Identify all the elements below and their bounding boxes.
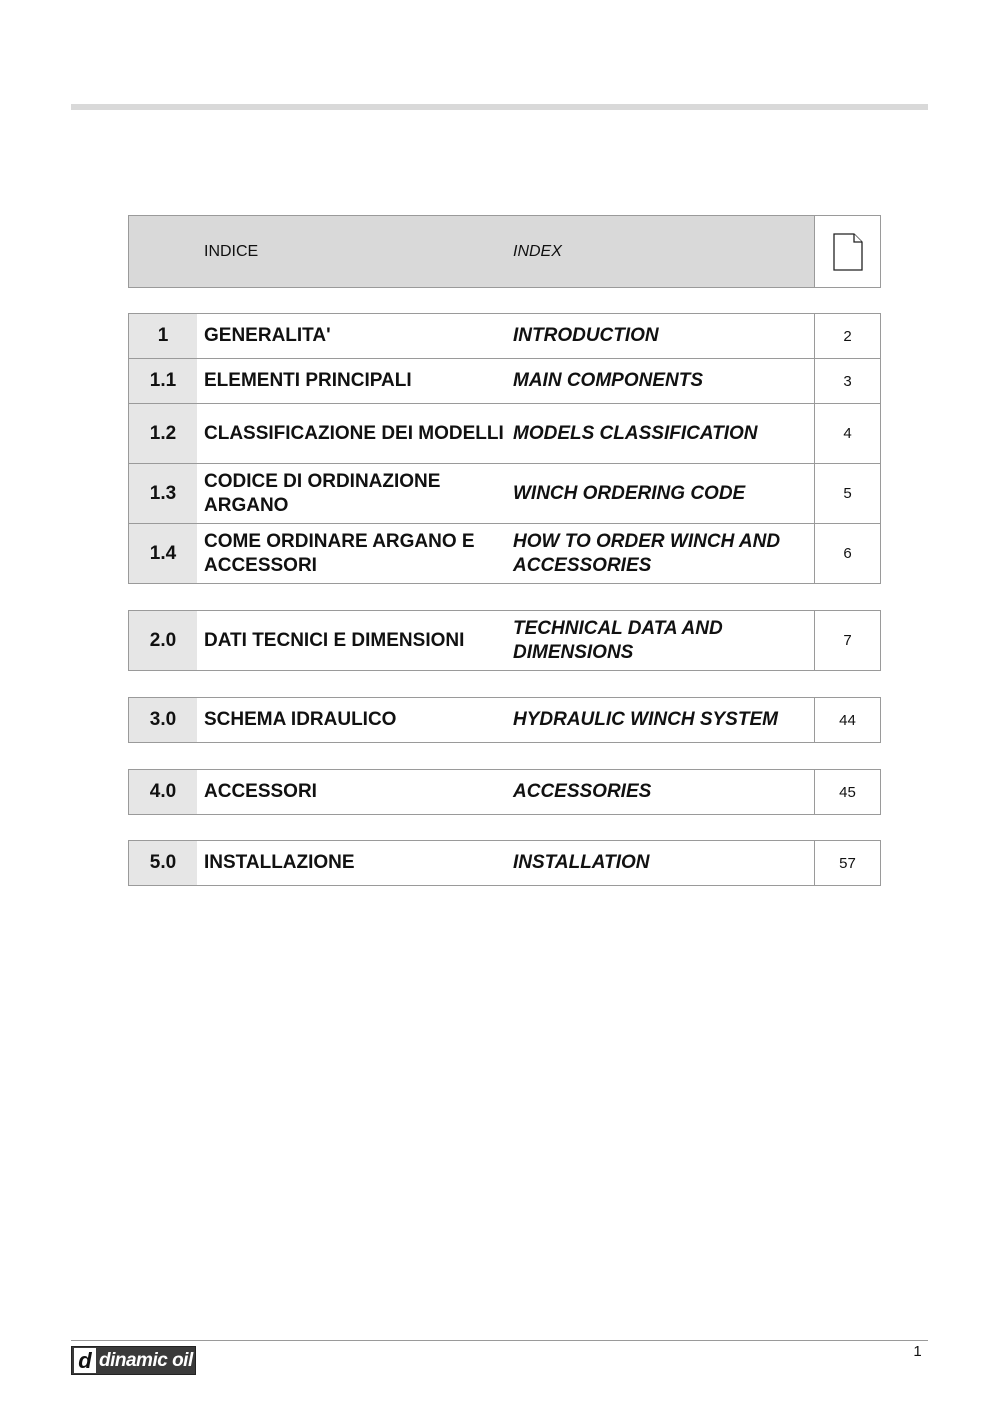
italian-title: DATI TECNICI E DIMENSIONI: [204, 629, 465, 651]
dinamic-oil-logo: [71, 1346, 196, 1375]
page-reference: 44: [814, 698, 880, 742]
toc-row[interactable]: [129, 524, 880, 584]
section-number: 1.1: [129, 359, 197, 403]
italian-title: GENERALITA': [204, 325, 331, 346]
section-number: 3.0: [129, 698, 197, 742]
section-number: 1.3: [129, 464, 197, 523]
index-header: [128, 215, 881, 288]
section-number: 1: [129, 314, 197, 358]
section-number: 4.0: [129, 770, 197, 814]
english-title: HYDRAULIC WINCH SYSTEM: [513, 709, 778, 730]
italian-title: CLASSIFICAZIONE DEI MODELLI: [204, 422, 504, 444]
english-title: MODELS CLASSIFICATION: [513, 422, 758, 444]
toc-group-2: [128, 610, 881, 671]
english-title: TECHNICAL DATA AND DIMENSIONS: [513, 617, 723, 663]
section-number: 2.0: [129, 611, 197, 670]
page-reference: 6: [814, 524, 880, 583]
italian-title: SCHEMA IDRAULICO: [204, 709, 397, 730]
toc-group-4: [128, 769, 881, 815]
english-title: INTRODUCTION: [513, 325, 659, 346]
header-icon-cell: [814, 216, 880, 287]
toc-row[interactable]: [129, 770, 880, 815]
page-reference: 57: [814, 841, 880, 885]
toc-row[interactable]: [129, 314, 880, 359]
english-title: HOW TO ORDER WINCH AND ACCESSORIES: [513, 530, 781, 576]
top-rule: [71, 104, 928, 110]
logo-mark: d: [74, 1348, 96, 1373]
toc-row[interactable]: [129, 464, 880, 524]
italian-title: CODICE DI ORDINAZIONE ARGANO: [204, 470, 441, 516]
toc-row[interactable]: [129, 841, 880, 886]
english-title: WINCH ORDERING CODE: [513, 482, 746, 504]
header-num-cell: [129, 216, 197, 287]
page-reference: 4: [814, 404, 880, 463]
section-number: 5.0: [129, 841, 197, 885]
toc-row[interactable]: [129, 404, 880, 464]
toc-row[interactable]: [129, 698, 880, 743]
italian-title: ACCESSORI: [204, 781, 317, 802]
header-italian-label: INDICE: [204, 242, 259, 260]
italian-title: INSTALLAZIONE: [204, 852, 355, 873]
page-reference: 2: [814, 314, 880, 358]
english-title: INSTALLATION: [513, 852, 650, 873]
section-number: 1.4: [129, 524, 197, 583]
toc-row[interactable]: [129, 611, 880, 671]
page-number: 1: [913, 1343, 922, 1360]
toc-group-1: [128, 313, 881, 584]
section-number: 1.2: [129, 404, 197, 463]
header-english-label: INDEX: [513, 242, 562, 260]
footer-rule: [71, 1340, 928, 1341]
page-reference: 7: [814, 611, 880, 670]
italian-title: COME ORDINARE ARGANO E ACCESSORI: [204, 530, 475, 576]
english-title: MAIN COMPONENTS: [513, 370, 703, 391]
toc-row[interactable]: [129, 359, 880, 404]
toc-group-3: [128, 697, 881, 743]
document-icon: [833, 233, 863, 271]
italian-title: ELEMENTI PRINCIPALI: [204, 370, 412, 391]
logo-wordmark: dinamic oil: [99, 1349, 193, 1371]
english-title: ACCESSORIES: [513, 781, 652, 802]
toc-group-5: [128, 840, 881, 886]
page-reference: 45: [814, 770, 880, 814]
page-reference: 3: [814, 359, 880, 403]
page-reference: 5: [814, 464, 880, 523]
